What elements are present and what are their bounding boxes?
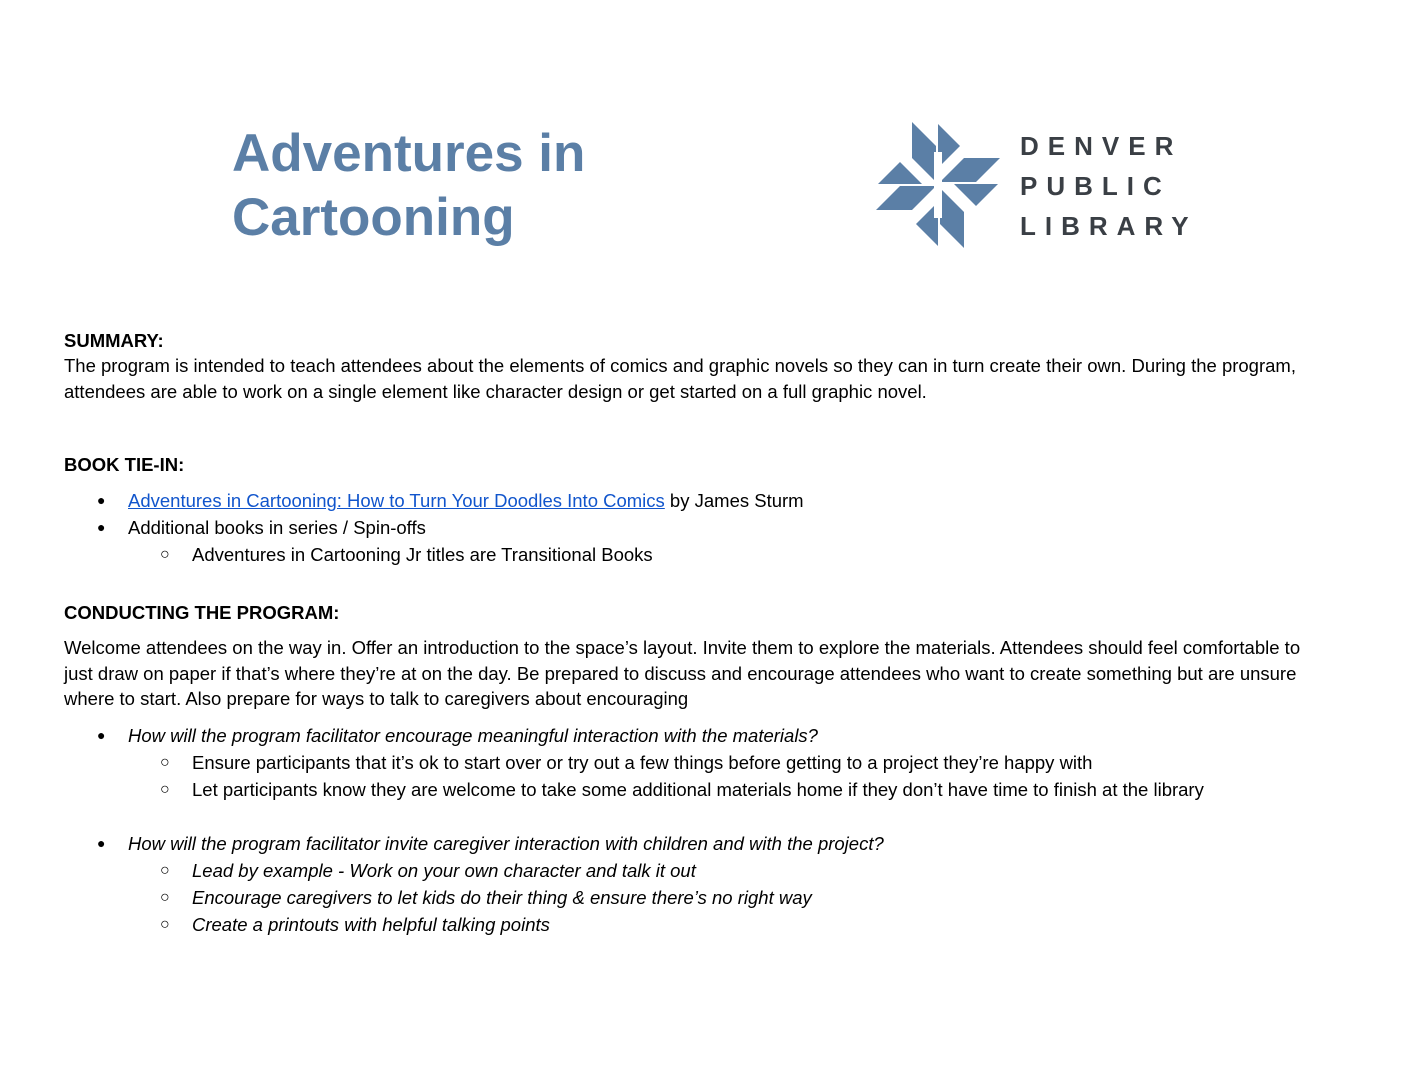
sub-list-item: ○ Adventures in Cartooning Jr titles are Transitional Books [64,541,1324,568]
facilitator-questions [64,722,1324,938]
summary-heading: SUMMARY: [64,330,164,351]
answer-item: ○ Ensure participants that it’s ok to start over or try out a few things before getting to a project they’re happy with [64,749,1324,776]
logo-line-3: LIBRARY [1020,211,1198,241]
logo-wordmark [1020,126,1198,246]
library-star-logo-icon [876,122,1000,248]
logo-line-2: PUBLIC [1020,171,1171,201]
question-item: ● How will the program facilitator encourage meaningful interaction with the materials? [64,722,1324,749]
book-list [64,487,1324,568]
summary-text: The program is intended to teach attendees about the elements of comics and graphic novels so they can in turn create their own. During the program, attendees are able to work on a single element like character design or get started on a full graphic novel. [64,355,1296,402]
book-tie-in-heading: BOOK TIE-IN: [64,454,185,475]
title-line-2: Cartooning [232,188,515,247]
denver-public-library-logo [876,122,1198,248]
list-item [64,487,1324,514]
conducting-text: Welcome attendees on the way in. Offer an introduction to the space’s layout. Invite them to explore the materials. Attendees should feel comfortable to just draw on paper if that’s where they’re at on the day. Be prepared to discuss and encourage attendees who want to create something but are unsure where to start. Also prepare for ways to talk to caregivers about encouraging [64,637,1301,709]
question-item: ● How will the program facilitator invite caregiver interaction with children and with the project? [64,830,1324,857]
answer-item: ○ Lead by example - Work on your own character and talk it out [64,857,1324,884]
logo-line-1: DENVER [1020,131,1183,161]
page-title [232,122,585,250]
document-body [64,328,1324,938]
title-line-1: Adventures in [232,124,586,183]
book-author: by James Sturm [664,490,804,511]
conducting-heading: CONDUCTING THE PROGRAM: [64,602,340,623]
list-item: ● Additional books in series / Spin-offs [64,514,1324,541]
answer-item: ○ Encourage caregivers to let kids do their thing & ensure there’s no right way [64,884,1324,911]
answer-item: ○ Create a printouts with helpful talking points [64,911,1324,938]
book-link[interactable]: Adventures in Cartooning: How to Turn Your Doodles Into Comics [128,490,665,511]
answer-item: ○ Let participants know they are welcome to take some additional materials home if they don’t have time to finish at the library [64,776,1324,803]
